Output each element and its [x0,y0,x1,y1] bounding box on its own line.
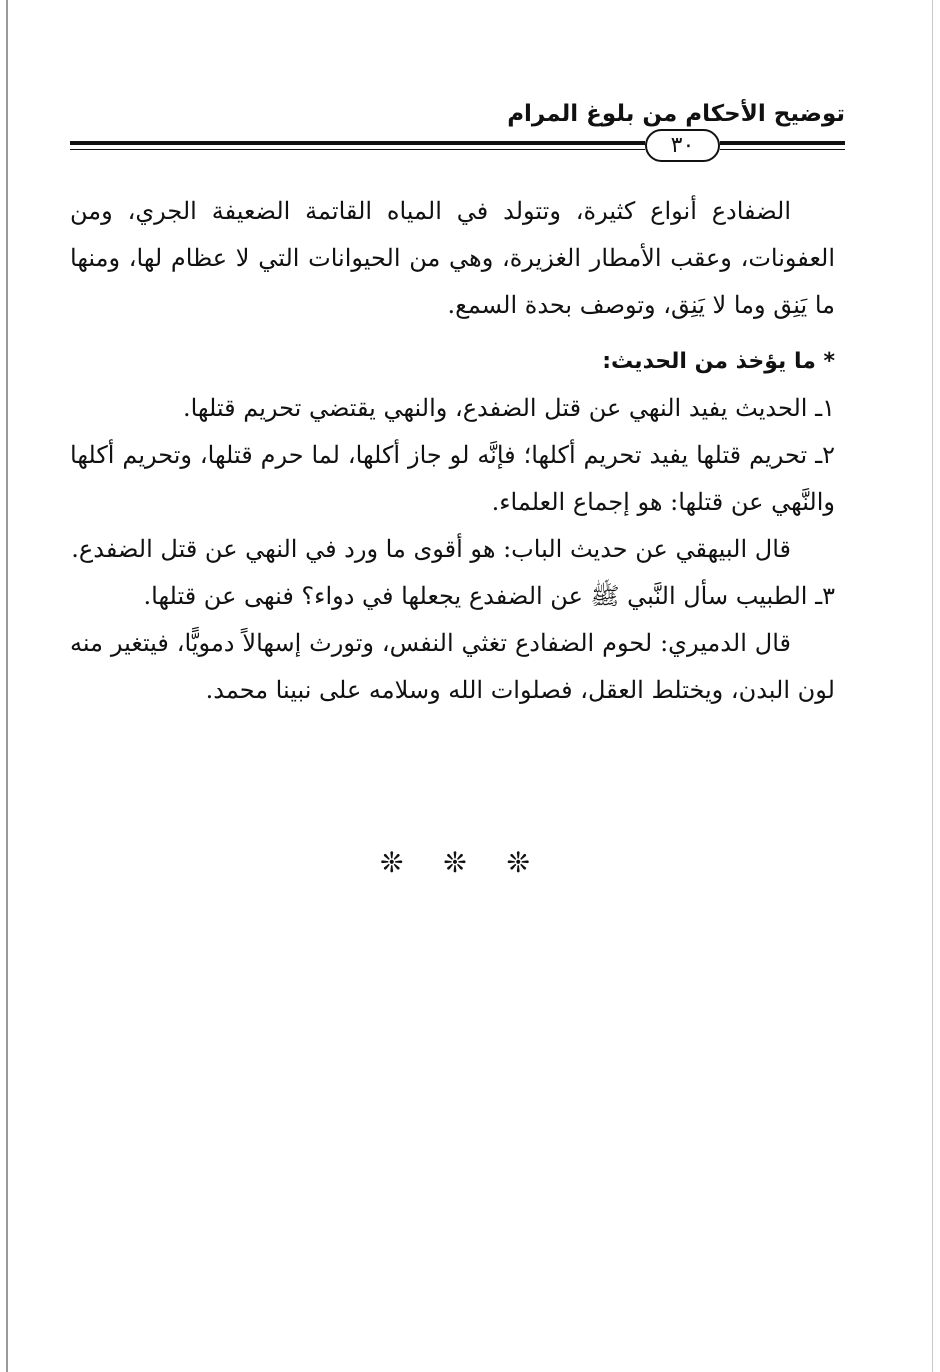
section-end-ornament [380,846,530,879]
page-edge-right [932,0,933,1372]
running-title: توضيح الأحكام من بلوغ المرام [507,101,845,127]
ornament-star-icon: ❊ [380,846,404,879]
page-number: ٣٠ [645,129,720,162]
ornament-star-icon: ❊ [506,846,530,879]
ornament-star-icon: ❊ [443,846,467,879]
section-heading: * ما يؤخذ من الحديث: [602,349,835,374]
damiri-note: قال الدميري: لحوم الضفادع تغثي النفس، وتورث إسهالاً دمويًّا، فيتغير منه لون البدن، ويختلط العقل، فصلوات الله وسلامه على نبينا محمد. [70,629,835,704]
page-edge-left [6,0,8,1372]
point-2: ٢ـ تحريم قتلها يفيد تحريم أكلها؛ فإنَّه لو جاز أكلها، لما حرم قتلها، وتحريم أكلها والنَّهي عن قتلها: هو إجماع العلماء. [70,441,835,516]
page-body [70,188,835,714]
header-rule-right [720,141,845,150]
bayhaqi-note: قال البيهقي عن حديث الباب: هو أقوى ما ورد في النهي عن قتل الضفدع. [71,535,791,563]
intro-paragraph: الضفادع أنواع كثيرة، وتتولد في المياه القاتمة الضعيفة الجري، ومن العفونات، وعقب الأمطار الغزيرة، وهي من الحيوانات التي لا عظام لها، ومنها ما يَنِق وما لا يَنِق، وتوصف بحدة السمع. [70,197,835,319]
point-3: ٣ـ الطبيب سأل النَّبي ﷺ عن الضفدع يجعلها في دواء؟ فنهى عن قتلها. [143,582,835,610]
page-header [70,95,845,165]
point-1: ١ـ الحديث يفيد النهي عن قتل الضفدع، والنهي يقتضي تحريم قتلها. [182,394,835,422]
header-rule-left [70,141,645,150]
